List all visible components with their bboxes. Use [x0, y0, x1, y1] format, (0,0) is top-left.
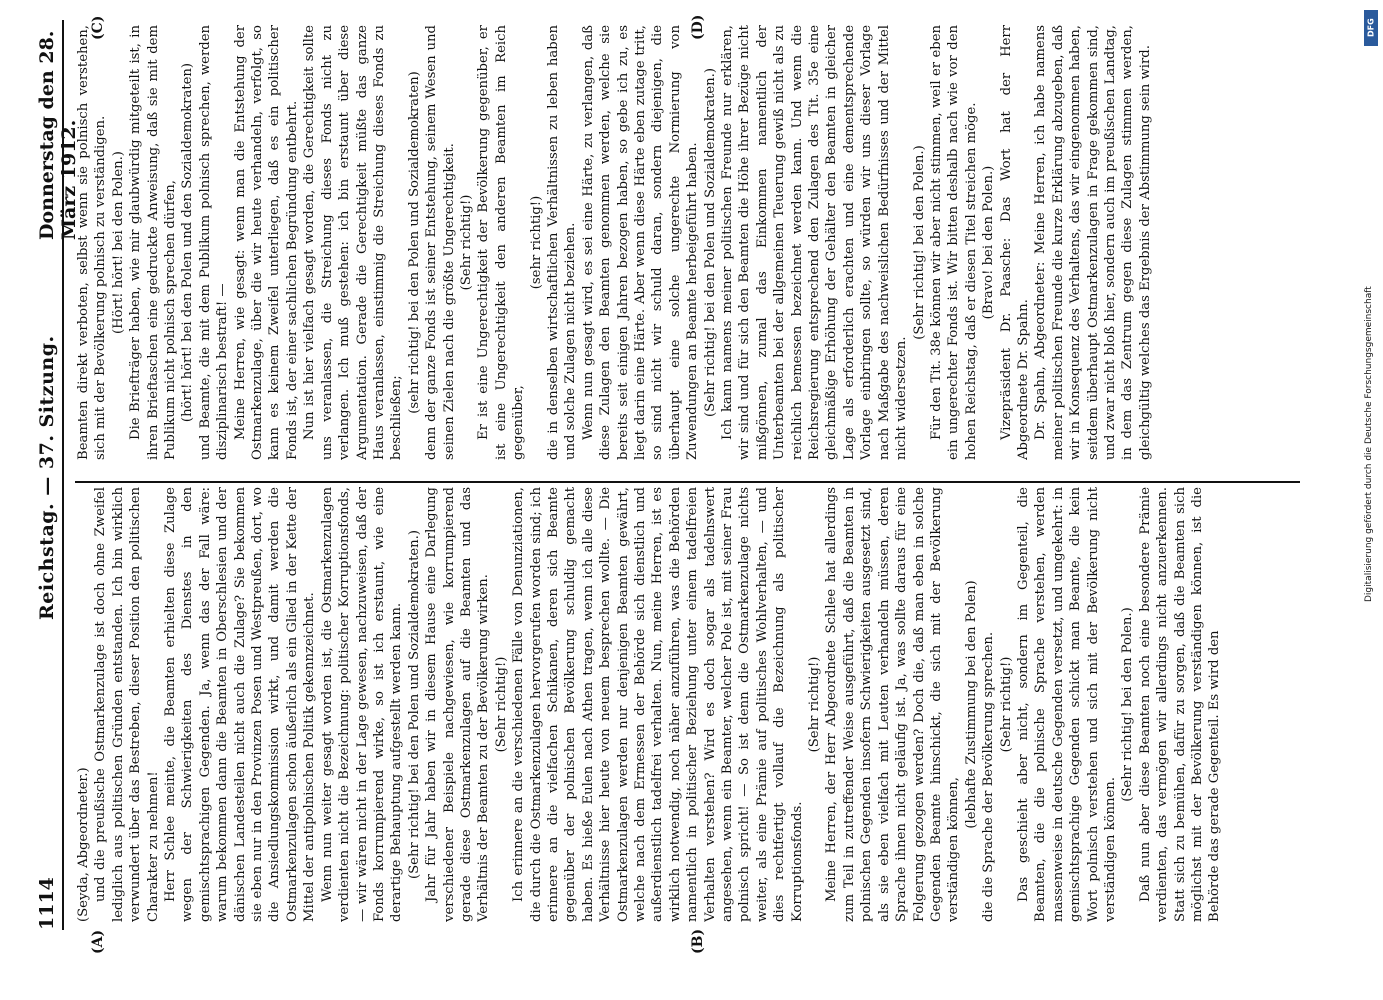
margin-marker-c: (C) — [90, 15, 106, 40]
paragraph: Die Briefträger haben, wie mir glaubwürdig mitgeteilt ist, in ihren Brieftaschen eine gedruckte Anweisung, daß sie mit dem Publikum nicht polnisch sprechen dürfen, — [128, 25, 179, 460]
paragraph: denn der ganze Fonds ist seiner Entstehung, seinem Wesen und seinen Zielen nach die größte Ungerechtigkeit. — [424, 25, 457, 460]
interjection: (Sehr richtig!) — [998, 656, 1014, 753]
interjection: (lebhafte Zustimmung bei den Polen) — [963, 580, 979, 829]
session-date: Donnerstag den 28. März 1912. — [36, 30, 80, 240]
paragraph: die in denselben wirtschaftlichen Verhältnissen zu leben haben und solche Zulagen nicht beziehen. — [545, 25, 579, 460]
margin-marker-d: (D) — [690, 14, 706, 40]
paragraph: Meine Herren, wie gesagt: wenn man die Entstehung der Ostmarkenzulage, über die wir heute verhandeln, verfolgt, so kann es keinem Zweifel unterliegen, daß es ein politischer Fonds ist, der einer sachlichen Begründung entbehrt. — [232, 25, 300, 460]
paragraph: und die preußische Ostmarkenzulage ist doch ohne Zweifel lediglich aus politischen Gründen entstanden. Ich bin wirklich verwundert über das Bestreben, dieser Position den politischen Charakter zu nehmen! — [93, 487, 161, 922]
interjection: (Hört! hört! bei den Polen.) — [110, 151, 126, 334]
interjection: (Sehr richtig! bei den Polen und Sozialdemokraten.) — [702, 67, 718, 418]
interjection: (Bravo! bei den Polen.) — [981, 165, 997, 320]
interjection: (Sehr richtig!) — [493, 656, 509, 753]
interjection: (sehr richtig! bei den Polen und Sozialdemokraten) — [406, 71, 422, 414]
column-divider — [75, 481, 1300, 483]
interjection: (Sehr richtig! bei den Polen.) — [1120, 607, 1136, 802]
page-number: 1114 — [36, 877, 58, 930]
interjection: (Sehr richtig!) — [807, 656, 823, 753]
paragraph: Er ist eine Ungerechtigkeit der Bevölkerung gegenüber, er ist eine Ungerechtigkeit den anderen Beamten im Reich gegenüber, — [476, 25, 527, 460]
paragraph: Wenn nun gesagt wird, es sei eine Härte, zu verlangen, daß diese Zulagen den Beamten genommen werden, welche sie bereits seit einigen Jahren bezogen haben, so gebe ich zu, es liegt darin eine Härte. Aber wenn diese Härte eben zutage tritt, so sind nicht wir schuld daran, sondern diejenigen, die überhaupt eine solche ungerechte Normierung von Zuwendungen an Beamte herbeigeführt haben. — [580, 25, 701, 460]
paragraph: die die Sprache der Bevölkerung sprechen. — [981, 631, 997, 922]
paragraph: Dr. Spahn, Abgeordneter: Meine Herren, ich habe namens meiner politischen Freunde die kurze Erklärung abzugeben, daß wir in Konsequenz des Verhaltens, das wir eingenommen haben, seitdem überhaupt Ostmarkenzulagen in Frage gekommen sind, und zwar nicht bloß hier, sondern auch im preußischen Landtag, in dem das Zentrum gegen diese Zulagen stimmen werden, gleichgültig welches das Ergebnis der Abstimmung sein wird. — [1033, 25, 1153, 460]
paragraph: Für den Tit. 38e können wir aber nicht stimmen, weil er eben ein ungerechter Fonds ist. Wir bitten deshalb nach wie vor den hohen Reichstag, daß er diesen Titel streichen möge. — [928, 25, 979, 460]
paragraph: Ich kann namens meiner politischen Freunde nur erklären, wir sind und für sich den Beamten die Höhe ihrer Bezüge nicht mißgönnen, zumal das Einkommen namentlich der Unterbeamten bei der allgemeinen Teuerung gewiß nicht als zu reichlich bemessen bezeichnet werden kann. Und wenn die Reichsregierung entsprechend den Zulagen des Tit. 35e eine gleichmäßige Erhöhung der Gehälter den Beamten in gleicher Lage als erforderlich erachten und eine dementsprechende Vorlage einbringen sollte, so würden wir uns dieser Vorlage nach Maßgabe des nachweislichen Bedürfnisses und der Mittel nicht widersetzen. — [720, 25, 910, 460]
paragraph: Herr Schlee meinte, die Beamten erhielten diese Zulage wegen der Schwierigkeiten des Dienstes in den gemischtsprachigen Gegenden. Ja, wenn das der Fall wäre: warum bekommen dann die Beamten in Oberschlesien und der dänischen Landesteilen nicht auch die Zulage? Sie bekommen sie eben nur in den Provinzen Posen und Westpreußen, dort, wo die Ansiedlungskommission wirkt, und damit werden die Ostmarkenzulagen schon äußerlich als ein Glied in der Kette der Mittel der antipolnischen Politik gekennzeichnet. — [163, 487, 318, 922]
session-title: Reichstag. — 37. Sitzung. — [36, 335, 58, 620]
paragraph: Daß nun aber diese Beamten noch eine besondere Prämie verdienten, das vermögen wir allerdings nicht anzuerkennen. Statt sich zu bemühen, dafür zu sorgen, daß die Beamten sich möglichst mit der Bevölkerung verständigen können, ist die Behörde das gerade Gegenteil. Es wird den — [1137, 487, 1223, 922]
dfg-notice: Digitalisierung gefördert durch die Deutsche Forschungsgemeinschaft — [1364, 286, 1374, 602]
paragraph: Vizepräsident Dr. Paasche: Das Wort hat der Herr Abgeordnete Dr. Spahn. — [998, 25, 1031, 460]
interjection: (Sehr richtig! bei den Polen.) — [911, 145, 927, 340]
paragraph: Das geschieht aber nicht, sondern im Gegenteil, die Beamten, die die polnische Sprache verstehen, werden massenweise in deutsche Gegenden versetzt, und umgekehrt: in gemischtsprachige Gegenden schickt man Beamte, die kein Wort polnisch verstehen und sich mit der Bevölkerung nicht verständigen können. — [1015, 487, 1118, 922]
interjection: (hört! hört! bei den Polen und den Sozialdemokraten) — [180, 62, 196, 423]
paragraph: Meine Herren, der Herr Abgeordnete Schlee hat allerdings zum Teil in zutreffender Weise ausgeführt, daß die Beamten in polnischen Gegenden insofern Schwierigkeiten ausgesetzt sind, als sie eben vielfach mit Leuten verhandeln müssen, deren Sprache ihnen nicht geläufig ist. Ja, was sollte daraus für eine Folgerung gezogen werden? Doch die, daß man eben in solche Gegenden Beamte hinschickt, die sich mit der Bevölkerung verständigen können, — [824, 487, 962, 922]
left-text-column — [75, 487, 1300, 922]
paragraph: Jahr für Jahr haben wir in diesem Hause eine Darlegung verschiedener Beispiele nachgewiesen, wie korrumpierend gerade diese Ostmarkenzulagen auf die Beamten und das Verhältnis der Beamten zu der Bevölkerung wirken. — [424, 487, 492, 922]
paragraph: Nun ist hier vielfach gesagt worden, die Gerechtigkeit sollte uns veranlassen, die Streichung dieses Fonds nicht zu verlangen. Ich muß gestehen: ich bin erstaunt über diese Argumentation. Gerade die Gerechtigkeit müßte das ganze Haus veranlassen, einstimmig die Streichung dieses Fonds zu beschließen; — [302, 25, 405, 460]
margin-marker-b: (B) — [690, 928, 706, 954]
paragraph: Wenn nun weiter gesagt worden ist, die Ostmarkenzulagen verdienten nicht die Bezeichnung: politischer Korruptionsfonds, — wir wären nicht in der Lage gewesen, nachzuweisen, daß der Fonds korrumpierend wirke, so ist ich erstaunt, wie eine derartige Behauptung aufgestellt werden kann. — [319, 487, 405, 922]
interjection: (Sehr richtig!) — [458, 194, 474, 291]
paragraph: und Beamte, die mit dem Publikum polnisch sprechen, werden disziplinarisch bestraft! — — [197, 25, 231, 460]
paragraph: (Seyda, Abgeordneter.) — [76, 767, 91, 922]
interjection: (sehr richtig!) — [528, 195, 544, 290]
interjection: (Sehr richtig! bei den Polen und Sozialdemokraten.) — [406, 529, 422, 880]
dfg-logo: DFG — [1364, 10, 1378, 46]
page-header — [28, 20, 80, 930]
right-text-column — [75, 25, 1300, 460]
margin-marker-a: (A) — [90, 929, 106, 954]
paragraph: Ich erinnere an die verschiedenen Fälle von Denunziationen, die durch die Ostmarkenzulagen hervorgerufen worden sind; ich erinnere an die vielfachen Schikanen, deren sich Beamte gegenüber der polnischen Bevölkerung schuldig gemacht haben. Es hieße Eulen nach Athen tragen, wenn ich alle diese Verhältnisse hier heute von neuem besprechen wollte. — Die Ostmarkenzulagen werden nur denjenigen Beamten gewährt, welche nach dem Ermessen der Behörde sich dienstlich und außerdienstlich tadelfrei verhalten. Nun, meine Herren, ist es wirklich notwendig, noch näher anzuführen, was die Behörden namentlich in politischer Beziehung unter einem tadelfreien Verhalten verstehen? Wird es doch sogar als tadelnswert angesehen, wenn ein Beamter, welcher Pole ist, mit seiner Frau polnisch spricht! — So ist denn die Ostmarkenzulage nichts weiter, als eine Prämie auf politisches Wohlverhalten, — und dies rechtfertigt vollauf die Bezeichnung als politischer Korruptionsfonds. — [511, 487, 805, 922]
paragraph: Beamten direkt verboten, selbst wenn sie polnisch verstehen, sich mit der Bevölkerung polnisch zu verständigen. — [76, 25, 109, 460]
